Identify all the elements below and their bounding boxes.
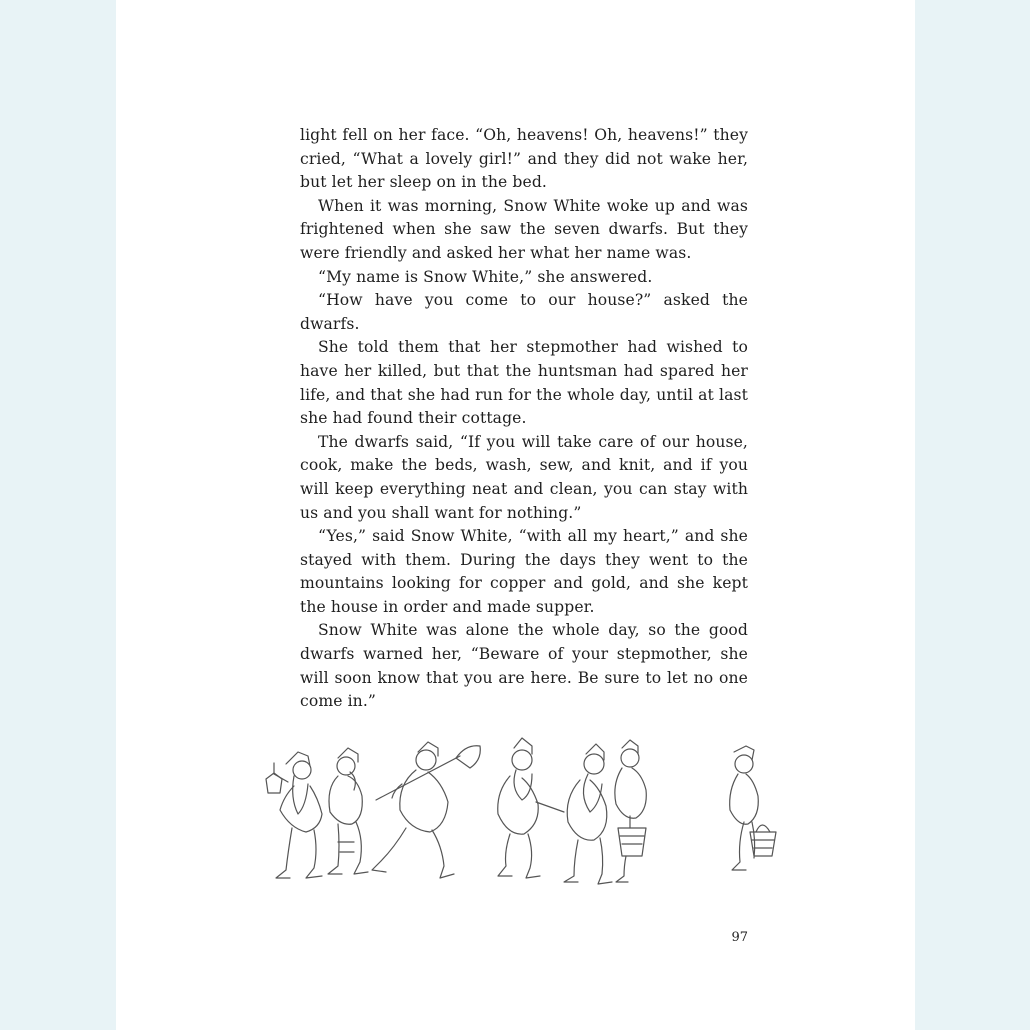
paragraph: light fell on her face. “Oh, heavens! Oh, heavens!” they cried, “What a lovely girl!” and they did not wake her, but let her sleep on in the bed.: [300, 126, 748, 192]
dwarf-bearded-figure: [498, 738, 564, 878]
dwarfs-group-with-bucket-figure: [564, 740, 646, 884]
story-text: [300, 124, 748, 714]
paragraph: “My name is Snow White,” she answered.: [318, 267, 653, 286]
dwarf-with-shovel-figure: [372, 742, 480, 878]
book-page: [116, 0, 915, 1030]
paragraph: “How have you come to our house?” asked the dwarfs.: [300, 291, 748, 333]
page-number: 97: [731, 930, 748, 945]
paragraph: When it was morning, Snow White woke up and was frightened when she saw the seven dwarfs. But they were friendly and asked her what her name was.: [300, 196, 748, 262]
paragraph: She told them that her stepmother had wished to have her killed, but that the huntsman had spared her life, and that she had run for the whole day, until at last she had found their cottage.: [300, 338, 748, 428]
dwarf-thinking-figure: [328, 748, 368, 874]
paragraph: “Yes,” said Snow White, “with all my heart,” and she stayed with them. During the days they went to the mountains looking for copper and gold, and she kept the house in order and made supper.: [300, 527, 748, 616]
paragraph: The dwarfs said, “If you will take care of our house, cook, make the beds, wash, sew, and knit, and if you will keep everything neat and clean, you can stay with us and you shall want for nothing.”: [300, 432, 748, 522]
dwarf-standing-with-basket-figure: [730, 746, 776, 870]
dwarf-with-lantern-figure: [266, 752, 322, 878]
seven-dwarfs-illustration: [246, 724, 796, 896]
paragraph: Snow White was alone the whole day, so the good dwarfs warned her, “Beware of your stepmother, she will soon know that you are here. Be sure to let no one come in.”: [300, 621, 748, 711]
